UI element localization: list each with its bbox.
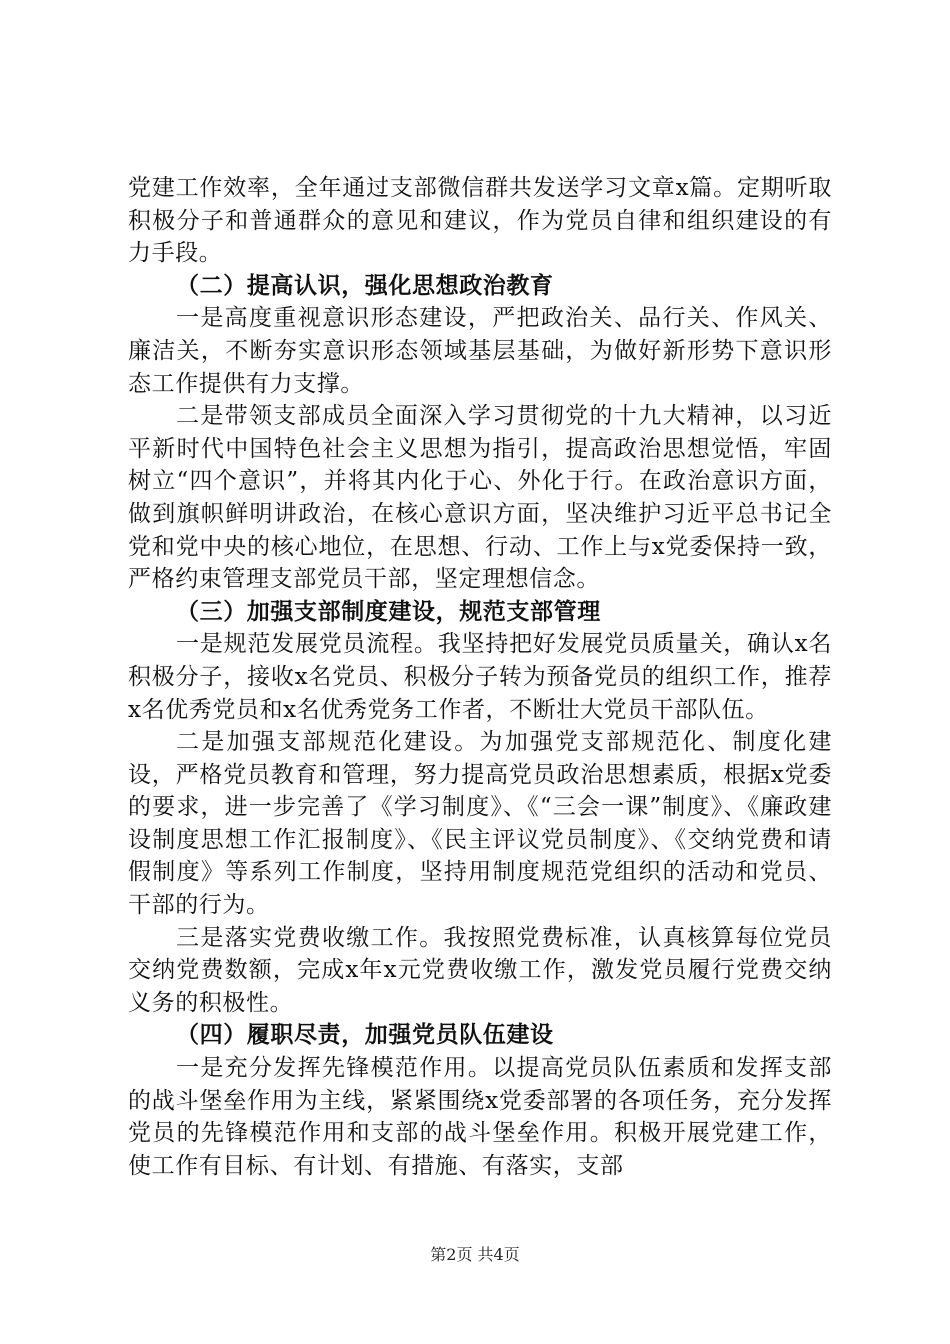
page-number-footer: 第2页 共4页 xyxy=(430,1245,520,1264)
paragraph-5: 二是加强支部规范化建设。为加强党支部规范化、制度化建设，严格党员教育和管理，努力提高党员政治思想素质，根据x党委的要求，进一步完善了《学习制度》、《“三会一课”制度》、《廉政建设制度思想工作汇报制度》、《民主评议党员制度》、《交纳党费和请假制度》等系列工作制度，坚持用制度规范党组织的活动和党员、干部的行为。 xyxy=(128,729,832,919)
section-heading-2: （二）提高认识，强化思想政治教育 xyxy=(176,272,554,299)
paragraph-1: 党建工作效率，全年通过支部微信群共发送学习文章x篇。定期听取积极分子和普通群众的意见和建议，作为党员自律和组织建设的有力手段。 xyxy=(128,175,832,267)
paragraph-2: 一是高度重视意识形态建设，严把政治关、品行关、作风关、廉洁关，不断夯实意识形态领域基层基础，为做好新形势下意识形态工作提供有力支撑。 xyxy=(128,305,832,397)
section-heading-4: （四）履职尽责，加强党员队伍建设 xyxy=(176,1022,554,1049)
paragraph-7: 一是充分发挥先锋模范作用。以提高党员队伍素质和发挥支部的战斗堡垒作用为主线，紧紧围绕x党委部署的各项任务，充分发挥党员的先锋模范作用和支部的战斗堡垒作用。积极开展党建工作，使工作有目标、有计划、有措施、有落实，支部 xyxy=(128,1055,832,1179)
paragraph-6: 三是落实党费收缴工作。我按照党费标准，认真核算每位党员交纳党费数额，完成x年x元党费收缴工作，激发党员履行党费交纳义务的积极性。 xyxy=(128,924,832,1016)
document-body xyxy=(128,172,832,1182)
section-heading-3: （三）加强支部制度建设，规范支部管理 xyxy=(176,598,601,625)
paragraph-3: 二是带领支部成员全面深入学习贯彻党的十九大精神，以习近平新时代中国特色社会主义思想为指引，提高政治思想觉悟，牢固树立“四个意识”，并将其内化于心、外化于行。在政治意识方面，做到旗帜鲜明讲政治，在核心意识方面，坚决维护习近平总书记全党和党中央的核心地位，在思想、行动、工作上与x党委保持一致，严格约束管理支部党员干部，坚定理想信念。 xyxy=(128,403,832,593)
paragraph-4: 一是规范发展党员流程。我坚持把好发展党员质量关，确认x名积极分子，接收x名党员、积极分子转为预备党员的组织工作，推荐x名优秀党员和x名优秀党务工作者，不断壮大党员干部队伍。 xyxy=(128,631,832,723)
